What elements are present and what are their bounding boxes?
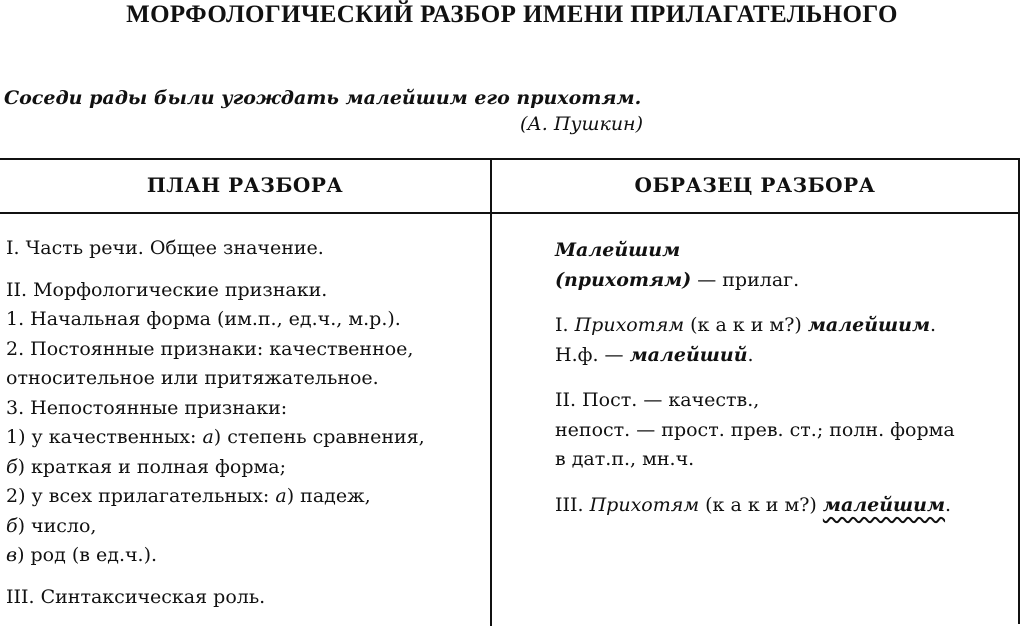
plan-header: ПЛАН РАЗБОРА (146, 173, 344, 197)
sample-text: — прилаг. (691, 268, 800, 291)
plan-text: ) число, (17, 514, 97, 537)
plan-line-short-full (6, 453, 486, 483)
sample-text: . (945, 493, 952, 516)
plan-line-morph-features: II. Морфологические признаки. (6, 278, 328, 301)
sample-line-section-1 (555, 311, 1015, 341)
plan-line-constant-features: 2. Постоянные признаки: качественное, (6, 337, 414, 360)
plan-letter: в (6, 544, 18, 566)
analysis-table (0, 158, 1020, 624)
sample-line-case: в дат.п., мн.ч. (555, 448, 695, 470)
sample-column (555, 236, 1015, 520)
plan-line-constant-features-cont: относительное или притяжательное. (6, 367, 379, 389)
plan-line-gender (6, 541, 486, 571)
sample-question: (к а к и м?) (699, 493, 823, 516)
epigraph-sentence: Соседи рады были угождать малейшим его прихотям. (4, 87, 642, 109)
sample-text: . (747, 343, 754, 366)
sample-noun: Прихотям (574, 314, 685, 336)
sample-word: Малейшим (555, 239, 681, 261)
plan-text: ) степень сравнения, (213, 426, 425, 448)
sample-adjective: малейшим (807, 314, 931, 336)
plan-letter: б (6, 455, 18, 478)
plan-text: ) краткая и полная форма; (17, 455, 287, 478)
column-divider (490, 160, 492, 626)
plan-letter: б (6, 514, 18, 537)
sample-line-variable: непост. — прост. прев. ст.; полн. форма (555, 418, 955, 441)
sample-text: . (930, 314, 937, 336)
plan-text: ) падеж, (286, 485, 371, 507)
sample-header: ОБРАЗЕЦ РАЗБОРА (634, 173, 876, 197)
plan-text: ) род (в ед.ч.). (17, 544, 158, 566)
sample-noun: (прихотям) (555, 268, 692, 291)
plan-line-qualitative (6, 423, 486, 453)
plan-text: 1) у качественных: (6, 426, 203, 448)
header-divider (0, 212, 1018, 214)
plan-letter: а (275, 485, 287, 507)
epigraph-author: (А. Пушкин) (520, 113, 643, 135)
sample-line-pos (555, 266, 1015, 296)
sample-question: (к а к и м?) (684, 314, 808, 336)
sample-line-section-3 (555, 491, 1015, 521)
plan-letter: а (202, 426, 214, 448)
plan-text: 2) у всех прилагательных: (6, 485, 276, 507)
sample-initial-form: малейший (629, 343, 748, 366)
plan-line-initial-form: 1. Начальная форма (им.п., ед.ч., м.р.). (6, 308, 401, 330)
plan-line-variable-features: 3. Непостоянные признаки: (6, 396, 288, 419)
sample-text: Н.ф. — (555, 343, 630, 366)
plan-line-all-adjectives (6, 482, 486, 512)
page-title: МОРФОЛОГИЧЕСКИЙ РАЗБОР ИМЕНИ ПРИЛАГАТЕЛЬНОГО (126, 1, 898, 28)
plan-column (6, 234, 486, 612)
sample-noun: Прихотям (589, 493, 700, 516)
plan-line-number (6, 512, 486, 542)
sample-text: III. (555, 493, 590, 516)
sample-attribute: малейшим (822, 493, 946, 516)
sample-text: I. (555, 314, 575, 336)
sample-line-initial-form (555, 341, 1015, 371)
sample-line-section-2: II. Пост. — качеств., (555, 389, 760, 411)
plan-line-part-of-speech: I. Часть речи. Общее значение. (6, 237, 324, 259)
plan-line-syntactic-role: III. Синтаксическая роль. (6, 585, 266, 608)
